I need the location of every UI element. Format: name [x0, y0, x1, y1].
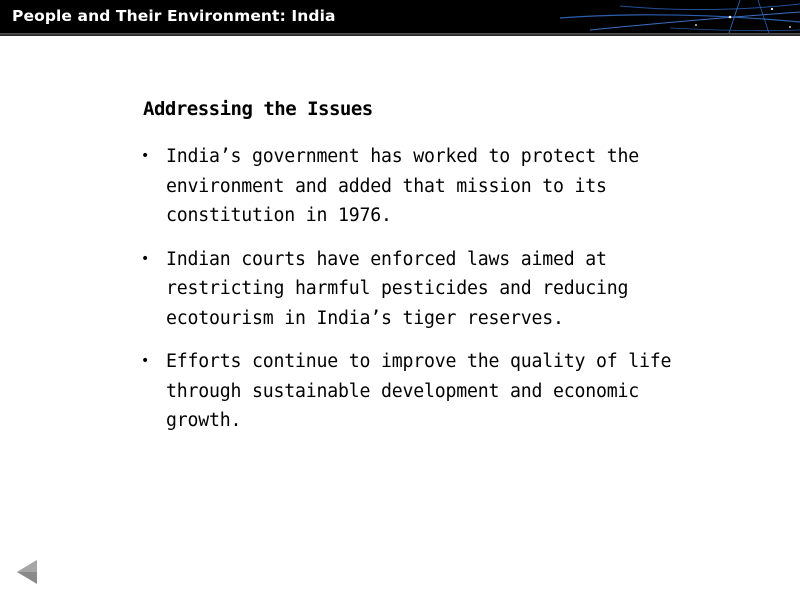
bullet-text: Indian courts have enforced laws aimed at restricting harmful pesticides and reducing ecotourism in India’s tiger reserves.	[166, 248, 629, 329]
bullet-marker: •	[141, 148, 150, 164]
list-item	[141, 245, 741, 334]
list-item	[141, 347, 741, 436]
header-decoration	[550, 0, 800, 36]
header-bar	[0, 0, 800, 36]
bullet-marker: •	[141, 250, 150, 267]
bullet-text: Efforts continue to improve the quality of life through sustainable development and economic growth.	[166, 351, 672, 431]
header-title: People and Their Environment: India	[12, 7, 336, 25]
bullet-list	[141, 142, 741, 450]
bullet-text: India’s government has worked to protect the environment and added that mission to its constitution in 1976.	[166, 146, 639, 226]
bullet-marker: •	[141, 353, 150, 369]
back-button[interactable]	[16, 559, 38, 585]
triangle-left-icon	[16, 559, 38, 585]
list-item	[141, 142, 741, 231]
header-bottom-edge	[0, 33, 800, 36]
section-heading: Addressing the Issues	[143, 98, 373, 120]
